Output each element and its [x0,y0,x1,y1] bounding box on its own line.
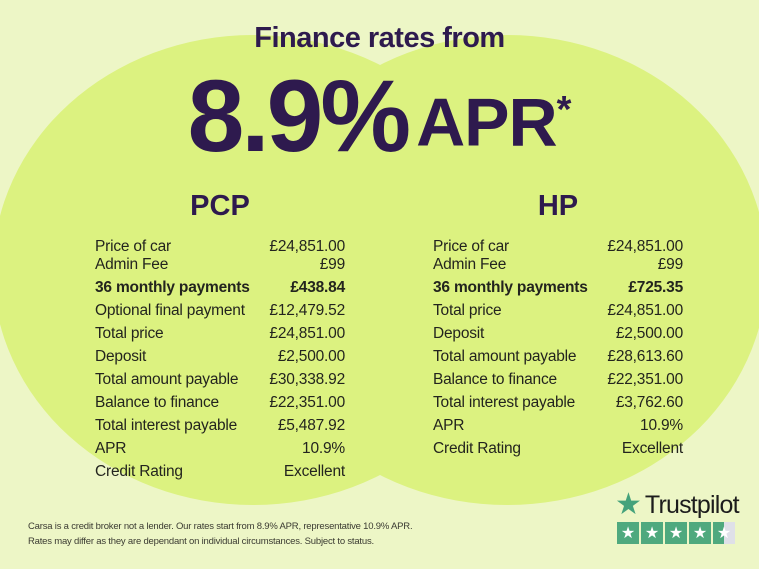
finance-row [85,279,355,297]
trustpilot-star-icon: ★ [615,487,642,522]
star-icon: ★ [620,523,636,542]
hp-heading: HP [537,190,579,222]
asterisk: * [556,89,572,132]
row-label: Credit Rating [95,463,183,480]
finance-row [423,348,693,366]
row-value: £2,500.00 [277,348,345,365]
row-value: £24,851.00 [607,238,683,255]
rating-star-box [689,522,711,544]
row-label: APR [433,417,465,434]
finance-row [423,238,693,256]
finance-row [423,440,693,458]
headline-rate [0,59,759,173]
row-label: Total amount payable [433,348,577,365]
row-value: £12,479.52 [269,302,345,319]
row-label: Balance to finance [95,394,219,411]
star-icon: ★ [716,523,732,542]
row-value: £22,351.00 [607,371,683,388]
row-label: Price of car [433,238,509,255]
rating-star-box [665,522,687,544]
row-label: Credit Rating [433,440,521,457]
finance-row [85,417,355,435]
row-value: £99 [657,256,683,273]
finance-row [85,238,355,256]
finance-row [85,440,355,458]
row-label: Total amount payable [95,371,239,388]
row-value: Excellent [621,440,683,457]
finance-row [85,371,355,389]
finance-row [423,394,693,412]
hp-rows [423,238,693,458]
star-icon: ★ [668,523,684,542]
finance-row [423,371,693,389]
pcp-heading: PCP [190,190,250,222]
finance-row [85,348,355,366]
finance-row [85,463,355,481]
row-label: Price of car [95,238,171,255]
apr-label: APR [416,85,557,161]
rating-star-box [641,522,663,544]
row-value: £22,351.00 [269,394,345,411]
row-value: £24,851.00 [607,302,683,319]
row-value: £99 [319,256,345,273]
trustpilot-logo [615,487,739,522]
finance-row [423,256,693,274]
trustpilot-rating [617,522,739,544]
row-value: £5,487.92 [277,417,345,434]
finance-row [423,302,693,320]
row-value: £725.35 [628,279,683,296]
finance-row [85,325,355,343]
row-value: £28,613.60 [607,348,683,365]
row-value: £3,762.60 [615,394,683,411]
row-label: Total price [95,325,164,342]
row-value: 10.9% [640,417,683,434]
finance-row [85,256,355,274]
finance-row [85,394,355,412]
finance-row [423,325,693,343]
trustpilot-wordmark: Trustpilot [644,491,739,519]
row-label: Admin Fee [433,256,507,273]
finance-row [85,302,355,320]
star-icon: ★ [692,523,708,542]
legal-disclaimer [28,519,412,549]
row-label: Total interest payable [433,394,576,411]
rating-star-box [713,522,735,544]
rating-star-box [617,522,639,544]
row-label: Admin Fee [95,256,169,273]
row-label: APR [95,440,127,457]
row-label: Total price [433,302,502,319]
pcp-column [85,190,355,486]
row-label: 36 monthly payments [95,279,250,296]
rate-unit [416,75,572,161]
finance-row [423,279,693,297]
row-label: Deposit [433,325,485,342]
row-value: Excellent [283,463,345,480]
row-value: 10.9% [302,440,345,457]
row-value: £438.84 [290,279,345,296]
finance-row [423,417,693,435]
row-label: 36 monthly payments [433,279,588,296]
row-value: £2,500.00 [615,325,683,342]
trustpilot-widget[interactable] [615,487,739,544]
banner-title: Finance rates from [254,22,505,54]
row-label: Optional final payment [95,302,245,319]
disclaimer-line-2: Rates may differ as they are dependant on individual circumstances. Subject to status. [28,536,374,547]
row-label: Deposit [95,348,147,365]
row-value: £30,338.92 [269,371,345,388]
hp-column [423,190,693,463]
disclaimer-line-1: Carsa is a credit broker not a lender. Our rates start from 8.9% APR, representative 10.9% APR. [28,521,413,532]
row-label: Balance to finance [433,371,557,388]
row-label: Total interest payable [95,417,238,434]
rate-value: 8.9% [187,59,409,173]
row-value: £24,851.00 [269,325,345,342]
star-icon: ★ [644,523,660,542]
pcp-rows [85,238,355,481]
row-value: £24,851.00 [269,238,345,255]
